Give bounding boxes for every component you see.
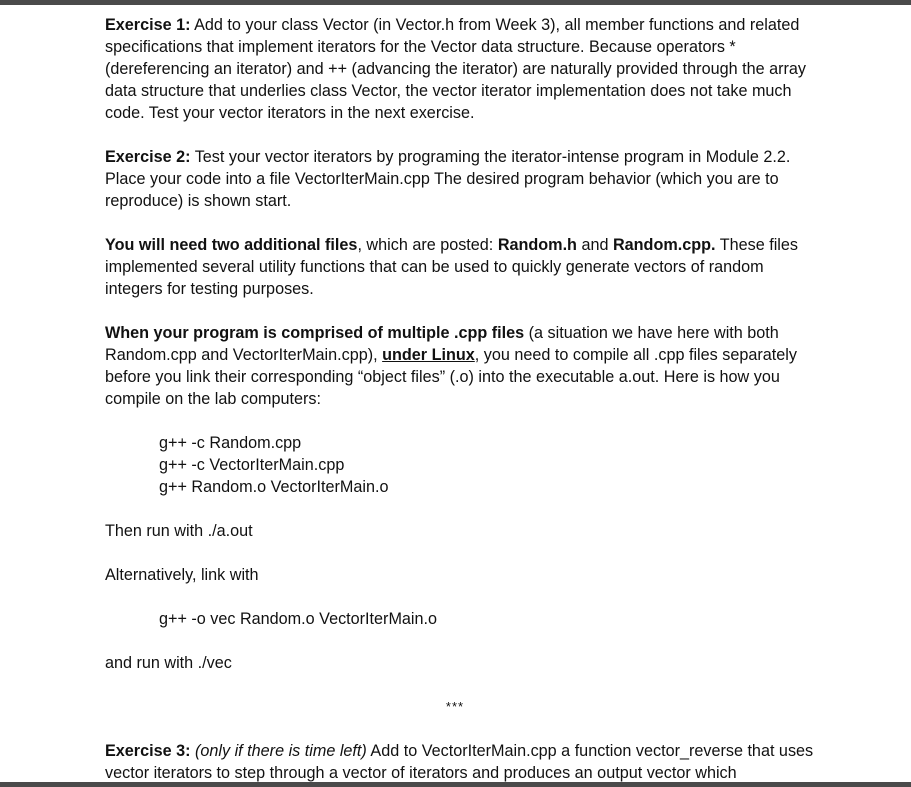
alternative-instruction: Alternatively, link with — [105, 566, 259, 584]
compile-lead: When your program is comprised of multiple .cpp files — [105, 324, 525, 342]
section-separator: *** — [445, 699, 465, 714]
document-page — [105, 14, 825, 784]
exercise-3-note: (only if there is time left) — [195, 742, 367, 760]
compile-paragraph — [105, 322, 825, 410]
additional-files-rest: These files implemented several utility functions that can be used to quickly generate vectors of random integers for testing purposes. — [105, 236, 798, 298]
additional-files-lead: You will need two additional files — [105, 236, 358, 254]
exercise-3-heading: Exercise 3: — [105, 742, 191, 760]
command-line: g++ -c VectorIterMain.cpp — [159, 456, 345, 474]
run-instruction-2: and run with ./vec — [105, 654, 232, 672]
command-line: g++ Random.o VectorIterMain.o — [159, 478, 389, 496]
random-cpp-file: Random.cpp. — [612, 236, 716, 254]
additional-files-mid: , which are posted: — [357, 236, 498, 254]
top-border — [0, 0, 911, 5]
additional-files-and: and — [576, 236, 613, 254]
compile-mid: (a situation we have here with both Random.cpp and VectorIterMain.cpp), — [105, 324, 779, 364]
exercise-1-text: Add to your class Vector (in Vector.h from Week 3), all member functions and related specifications that implement iterators for the Vector data structure. Because operators * (dereferencing an iterator) and ++ (advancing the iterator) are naturally provided through the array data structure that underlies class Vector, the vector iterator implementation does not take much code. Test your vector iterators in the next exercise. — [105, 16, 806, 122]
additional-files-paragraph — [105, 234, 825, 300]
run-instruction-1: Then run with ./a.out — [105, 522, 253, 540]
bottom-border — [0, 782, 911, 787]
compile-rest: , you need to compile all .cpp files separately before you link their corresponding “object files” (.o) into the executable a.out. Here is how you compile on the lab computers: — [105, 346, 797, 408]
exercise-2 — [105, 146, 825, 212]
link-command — [105, 608, 825, 630]
exercise-1 — [105, 14, 825, 124]
exercise-1-heading: Exercise 1: — [105, 16, 191, 34]
random-h-file: Random.h — [497, 236, 577, 254]
compile-commands — [105, 432, 825, 498]
command-line: g++ -c Random.cpp — [159, 434, 302, 452]
exercise-2-heading: Exercise 2: — [105, 148, 191, 166]
exercise-3 — [105, 740, 825, 784]
under-linux: under Linux — [382, 346, 475, 364]
exercise-3-text: Add to VectorIterMain.cpp a function vector_reverse that uses vector iterators to step through a vector of iterators and produces an output vector which — [105, 742, 814, 782]
command-line: g++ -o vec Random.o VectorIterMain.o — [159, 610, 438, 628]
exercise-2-text: Test your vector iterators by programing the iterator-intense program in Module 2.2. Place your code into a file VectorIterMain.cpp The desired program behavior (which you are to reproduce) is shown start. — [105, 148, 791, 210]
